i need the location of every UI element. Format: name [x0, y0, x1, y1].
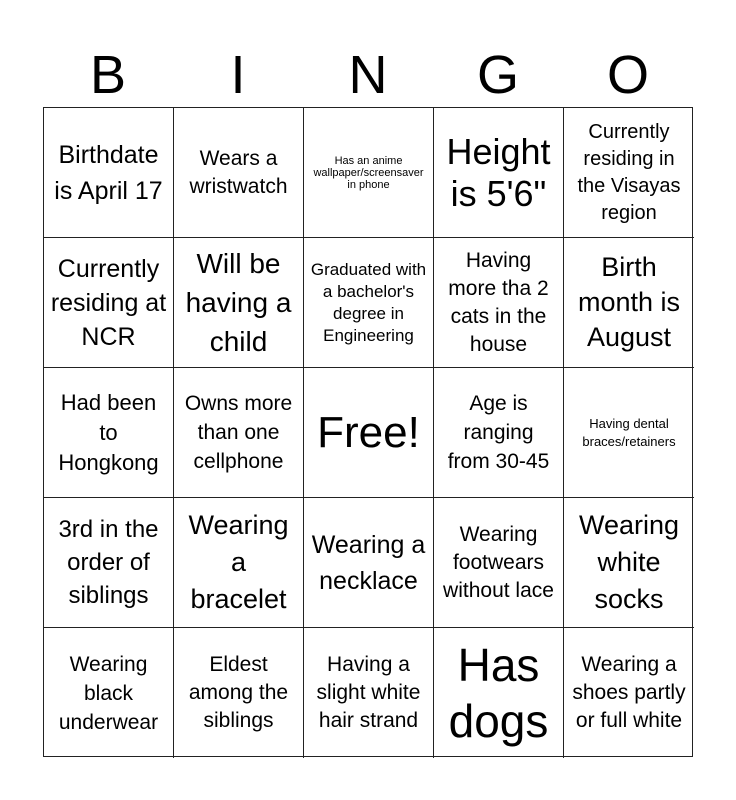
cell-text: Has dogs	[448, 639, 549, 747]
bingo-cell[interactable]	[434, 498, 564, 628]
bingo-cell[interactable]	[434, 368, 564, 498]
cell-text: Age is ranging from 30-45	[447, 392, 550, 473]
cell-text: 3rd in the order of siblings	[58, 516, 159, 609]
cell-text: Currently residing in the Visayas region	[577, 120, 681, 224]
cell-text: Having more tha 2 cats in the house	[448, 248, 549, 356]
cell-text: Had been to Hongkong	[58, 389, 159, 475]
free-space-text: Free!	[317, 407, 420, 457]
bingo-cell[interactable]	[304, 628, 434, 758]
cell-text: Has an anime wallpaper/screensaver in phone	[313, 154, 424, 191]
cell-text: Having a slight white hair strand	[316, 653, 421, 732]
header-letter-g: G	[476, 45, 519, 105]
header-letter-n: N	[348, 45, 388, 105]
header-letter-i: I	[230, 45, 246, 105]
header-letter-b: B	[89, 45, 127, 105]
bingo-cell[interactable]	[44, 108, 174, 238]
cell-text: Height is 5'6"	[446, 130, 551, 214]
cell-text: Wearing white socks	[578, 510, 680, 614]
bingo-cell[interactable]	[44, 498, 174, 628]
cell-text: Currently residing at NCR	[50, 254, 167, 351]
cell-text: Wearing footwears without lace	[443, 522, 554, 602]
bingo-cell[interactable]	[564, 238, 694, 368]
cell-text: Having dental braces/retainers	[582, 415, 676, 449]
cell-text: Wears a wristwatch	[189, 146, 288, 198]
bingo-cell[interactable]	[304, 108, 434, 238]
bingo-card-grid	[43, 107, 693, 757]
bingo-cell[interactable]	[304, 238, 434, 368]
bingo-cell[interactable]	[44, 238, 174, 368]
cell-text: Wearing a shoes partly or full white	[572, 653, 686, 732]
bingo-cell[interactable]	[44, 368, 174, 498]
cell-text: Wearing a bracelet	[188, 510, 289, 614]
bingo-cell[interactable]	[174, 628, 304, 758]
cell-text: Will be having a child	[185, 248, 292, 357]
header-letter-o: O	[606, 45, 649, 105]
cell-text: Owns more than one cellphone	[184, 392, 293, 473]
bingo-header	[43, 42, 693, 108]
bingo-cell[interactable]	[44, 628, 174, 758]
cell-text: Birth month is August	[577, 252, 681, 352]
bingo-cell[interactable]	[304, 368, 434, 498]
bingo-cell[interactable]	[564, 498, 694, 628]
bingo-cell[interactable]	[564, 368, 694, 498]
bingo-cell[interactable]	[174, 368, 304, 498]
bingo-cell[interactable]	[174, 498, 304, 628]
bingo-cell[interactable]	[304, 498, 434, 628]
cell-text: Wearing black underwear	[58, 652, 159, 734]
cell-text: Graduated with a bachelor's degree in Engineering	[310, 259, 427, 345]
bingo-cell[interactable]	[434, 108, 564, 238]
bingo-cell[interactable]	[174, 238, 304, 368]
bingo-cell[interactable]	[564, 108, 694, 238]
bingo-cell[interactable]	[434, 238, 564, 368]
cell-text: Eldest among the siblings	[188, 653, 289, 732]
bingo-cell[interactable]	[434, 628, 564, 758]
bingo-cell[interactable]	[174, 108, 304, 238]
cell-text: Birthdate is April 17	[54, 140, 163, 205]
cell-text: Wearing a necklace	[311, 530, 426, 595]
bingo-cell[interactable]	[564, 628, 694, 758]
